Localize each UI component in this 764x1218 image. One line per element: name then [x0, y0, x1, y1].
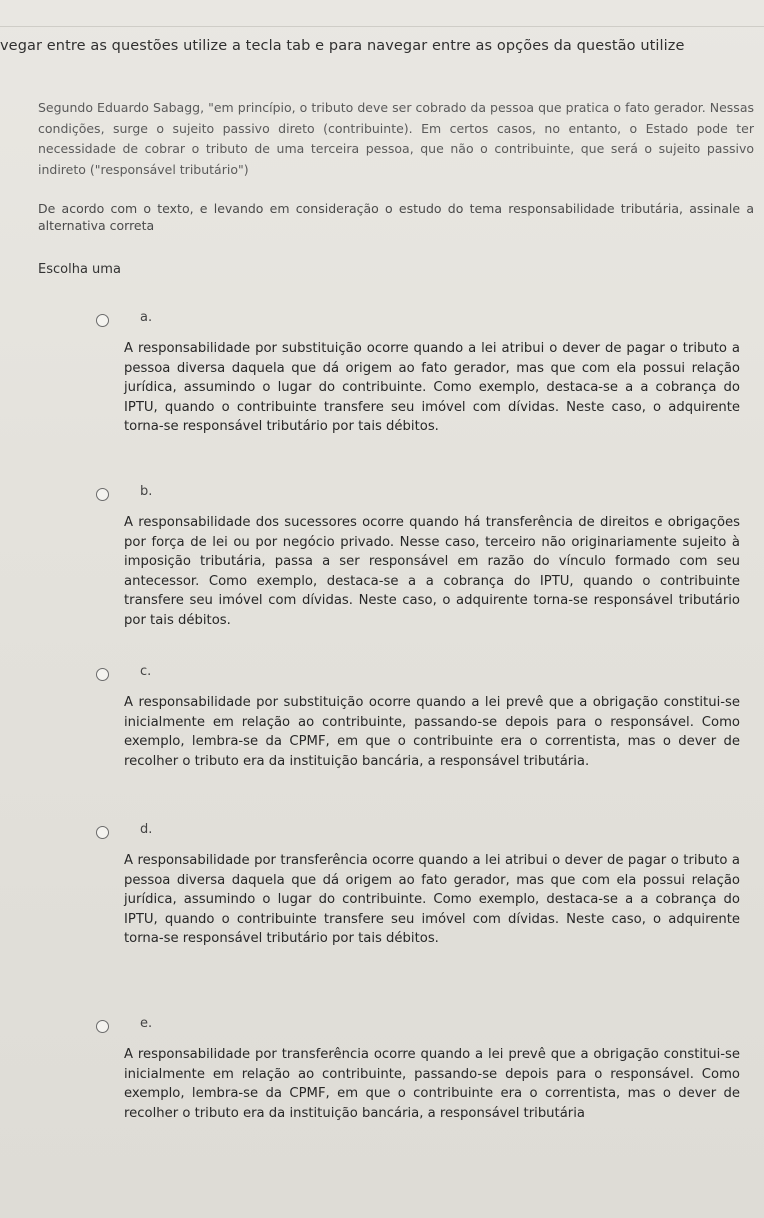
choose-one-label: Escolha uma — [38, 262, 121, 277]
option-a-letter: a. — [140, 310, 153, 325]
option-b-letter: b. — [140, 484, 153, 499]
option-d-letter: d. — [140, 822, 153, 837]
option-c-text[interactable]: A responsabilidade por substituição ocorre quando a lei prevê que a obrigação constitui-se inicialmente em relação ao contribuinte, passando-se depois para o responsável. Como exemplo, lembra-se da CPMF, em que o contribuinte era o correntista, mas o dever de recolher o tributo era da instituição bancária, a responsável tributária. — [124, 695, 740, 769]
navigation-hint: vegar entre as questões utilize a tecla tab e para navegar entre as opções da questão utilize — [0, 38, 685, 54]
option-d-radio[interactable] — [96, 826, 109, 839]
question-instruction: De acordo com o texto, e levando em consideração o estudo do tema responsabilidade tributária, assinale a alternativa correta — [38, 201, 754, 233]
option-b-text[interactable]: A responsabilidade dos sucessores ocorre quando há transferência de direitos e obrigações por força de lei ou por negócio privado. Nesse caso, terceiro não originariamente sujeito à imposição tributária, passa a ser responsável em razão do vínculo formado com seu antecessor. Como exemplo, destaca-se a a cobrança do IPTU, quando o contribuinte transfere seu imóvel com dívidas. Neste caso, o adquirente torna-se responsável tributário por tais débitos. — [124, 515, 740, 628]
option-e-text[interactable]: A responsabilidade por transferência ocorre quando a lei prevê que a obrigação constitui-se inicialmente em relação ao contribuinte, passando-se depois para o responsável. Como exemplo, lembra-se da CPMF, em que o contribuinte era o correntista, mas o dever de recolher o tributo era da instituição bancária, a responsável tributária — [124, 1047, 740, 1121]
option-a-text[interactable]: A responsabilidade por substituição ocorre quando a lei atribui o dever de pagar o tributo a pessoa diversa daquela que dá origem ao fato gerador, mas que com ela possui relação jurídica, assumindo o lugar do contribuinte. Como exemplo, destaca-se a a cobrança do IPTU, quando o contribuinte transfere seu imóvel com dívidas. Neste caso, o adquirente torna-se responsável tributário por tais débitos. — [124, 341, 740, 435]
option-b-radio[interactable] — [96, 488, 109, 501]
top-divider — [0, 26, 764, 27]
option-a-radio[interactable] — [96, 314, 109, 327]
option-e-letter: e. — [140, 1016, 153, 1031]
option-e-radio[interactable] — [96, 1020, 109, 1033]
option-c-letter: c. — [140, 664, 152, 679]
question-statement: Segundo Eduardo Sabagg, "em princípio, o tributo deve ser cobrado da pessoa que pratica o fato gerador. Nessas condições, surge o sujeito passivo direto (contribuinte). Em certos casos, no entanto, o Estado pode ter necessidade de cobrar o tributo de uma terceira pessoa, que não o contribuinte, que será o sujeito passivo indireto ("responsável tributário") — [38, 100, 754, 177]
option-d-text[interactable]: A responsabilidade por transferência ocorre quando a lei atribui o dever de pagar o tributo a pessoa diversa daquela que dá origem ao fato gerador, mas que com ela possui relação jurídica, assumindo o lugar do contribuinte. Como exemplo, destaca-se a a cobrança do IPTU, quando o contribuinte transfere seu imóvel com dívidas. Neste caso, o adquirente torna-se responsável tributário por tais débitos. — [124, 853, 740, 947]
option-c-radio[interactable] — [96, 668, 109, 681]
